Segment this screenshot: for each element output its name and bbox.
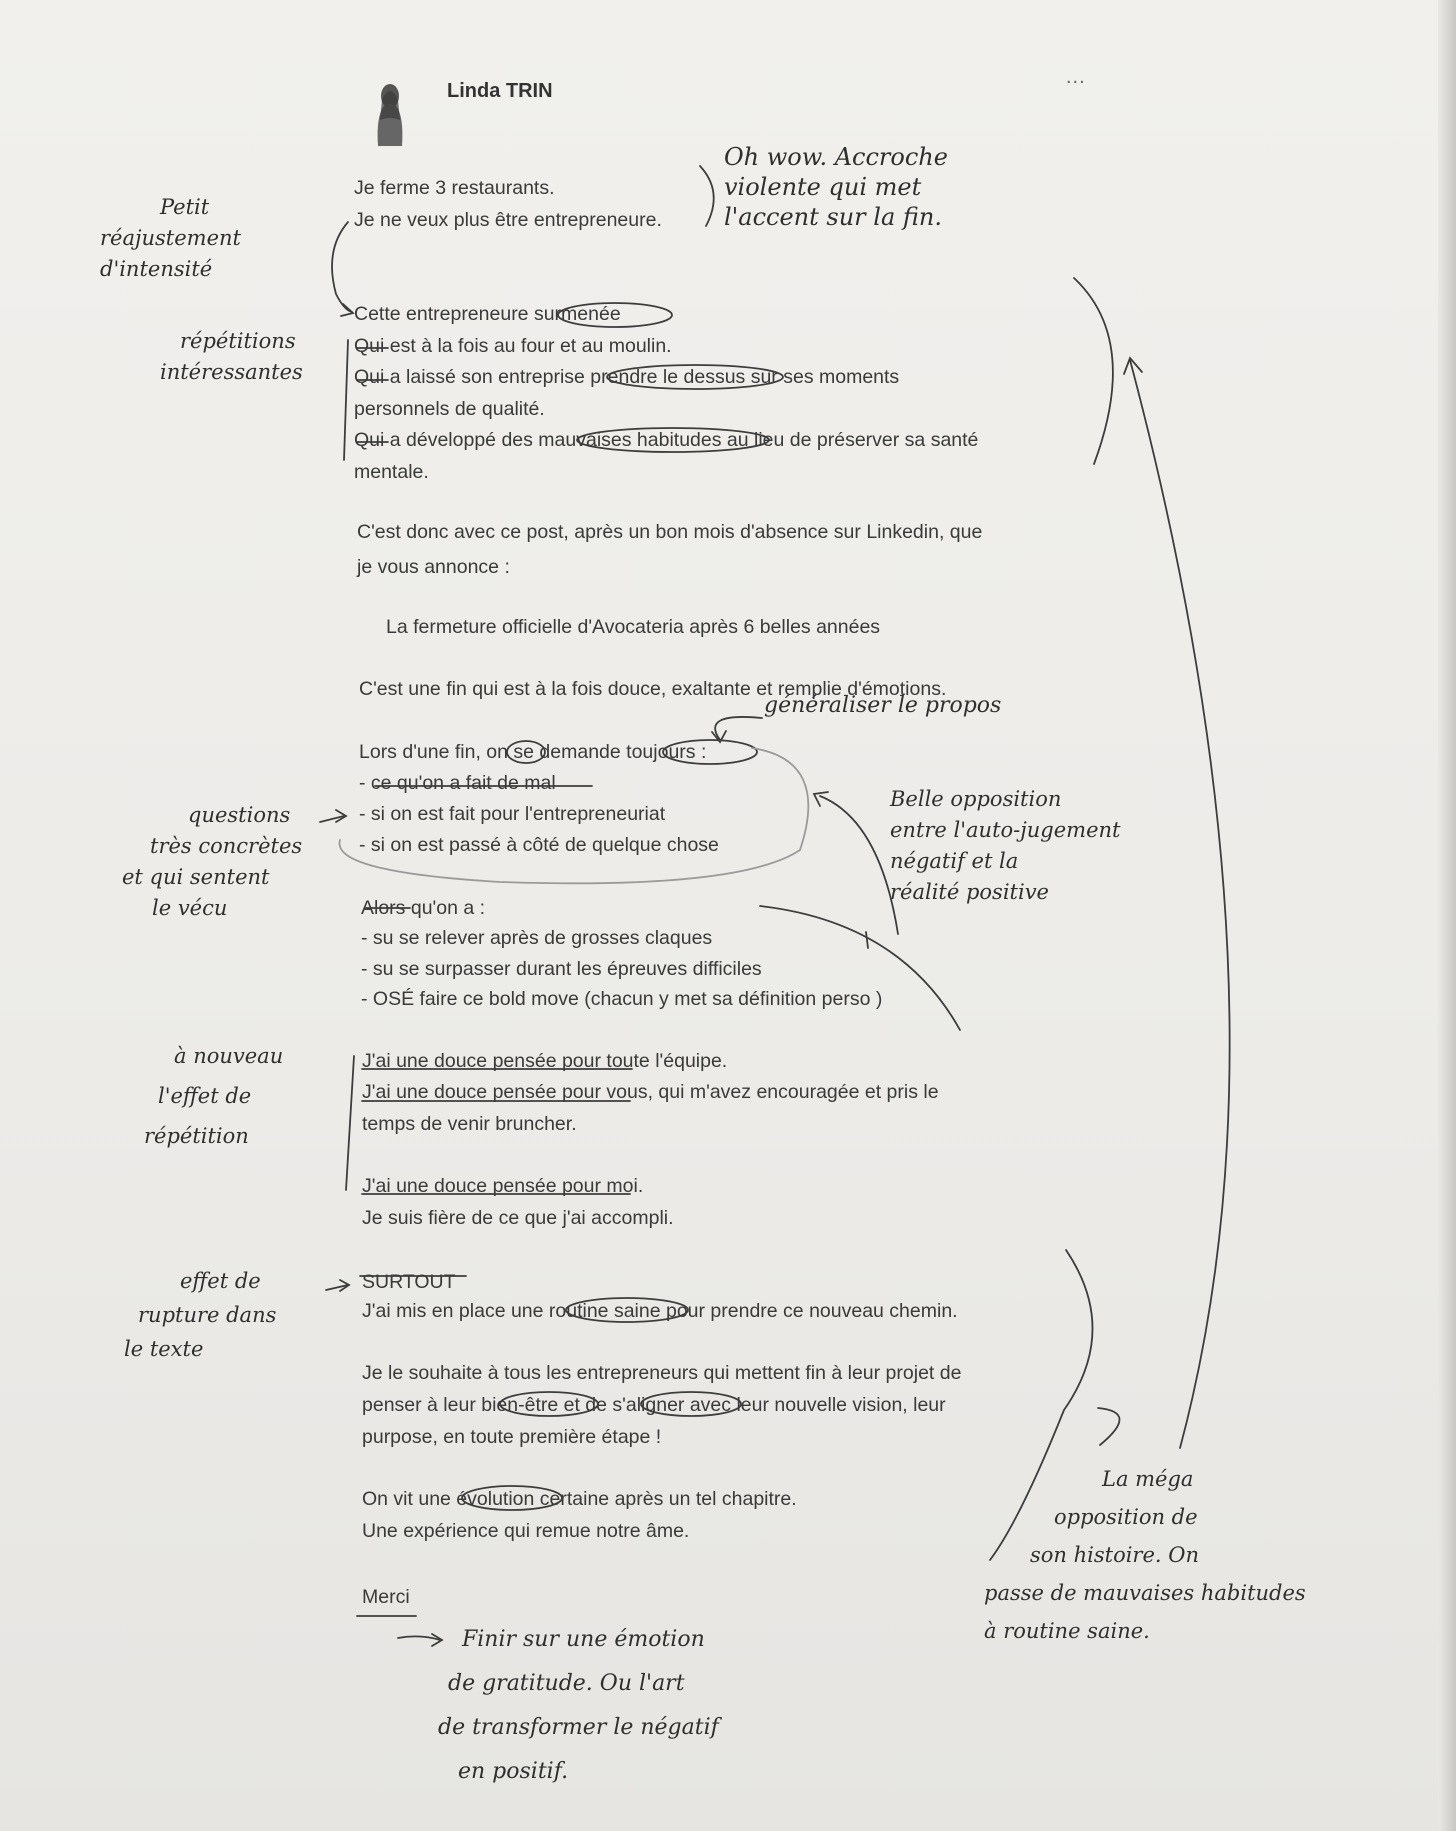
post-line: Qui a développé des mauvaises habitudes au lieu de préserver sa santé xyxy=(354,429,979,451)
annotation-rupture: effet de rupture dans le texte xyxy=(124,1269,277,1361)
post-line: Je suis fière de ce que j'ai accompli. xyxy=(362,1207,674,1229)
annotation-repeat-again: à nouveau l'effet de répétition xyxy=(144,1044,284,1148)
post-line: Qui est à la fois au four et au moulin. xyxy=(354,335,672,357)
annotation-ending: Finir sur une émotion de gratitude. Ou l'art de transformer le négatif en positif. xyxy=(438,1627,719,1784)
post-line: J'ai une douce pensée pour moi. xyxy=(362,1175,644,1197)
post-line: Je le souhaite à tous les entrepreneurs qui mettent fin à leur projet de xyxy=(362,1362,962,1384)
more-options-icon[interactable]: ... xyxy=(1066,66,1086,88)
post-line: Lors d'une fin, on se demande toujours : xyxy=(359,741,707,763)
post-line: - su se surpasser durant les épreuves difficiles xyxy=(361,958,762,980)
annotation-mega-opposition: La méga opposition de son histoire. On passe de mauvaises habitudes à routine saine. xyxy=(984,1467,1306,1643)
post-line: J'ai une douce pensée pour toute l'équipe. xyxy=(362,1050,728,1072)
annotation-generalize: généraliser le propos xyxy=(764,693,1002,718)
post-line: Je ferme 3 restaurants. xyxy=(354,177,555,199)
annotation-repetitions: répétitions intéressantes xyxy=(160,329,303,384)
post-line: Alors qu'on a : xyxy=(361,897,486,919)
post-line: Une expérience qui remue notre âme. xyxy=(362,1520,690,1542)
post-line: La fermeture officielle d'Avocateria après 6 belles années xyxy=(386,616,881,638)
annotation-hook: Oh wow. Accroche violente qui met l'accent sur la fin. xyxy=(724,143,948,231)
post-line: - ce qu'on a fait de mal xyxy=(359,772,556,794)
post-line: J'ai une douce pensée pour vous, qui m'avez encouragée et pris le xyxy=(362,1081,939,1103)
post-line: - su se relever après de grosses claques xyxy=(361,927,713,949)
post-line: J'ai mis en place une routine saine pour prendre ce nouveau chemin. xyxy=(362,1300,958,1322)
post-line: penser à leur bien-être et de s'aligner avec leur nouvelle vision, leur xyxy=(362,1394,946,1416)
post-line: Merci xyxy=(362,1586,410,1608)
post-line: je vous annonce : xyxy=(357,556,510,578)
post-line: - si on est passé à côté de quelque chose xyxy=(359,834,719,856)
post-line: purpose, en toute première étape ! xyxy=(362,1426,662,1448)
annotation-opposition: Belle opposition entre l'auto-jugement négatif et la réalité positive xyxy=(890,787,1121,904)
post-line: temps de venir bruncher. xyxy=(362,1113,577,1135)
post-line: C'est une fin qui est à la fois douce, exaltante et remplie d'émotions. xyxy=(359,678,947,700)
author-name: Linda TRIN xyxy=(447,80,553,102)
annotation-intensity: Petit réajustement d'intensité xyxy=(100,195,241,281)
author-avatar xyxy=(370,76,410,148)
annotation-questions: questions très concrètes et qui sentent le vécu xyxy=(122,803,303,920)
post-line: SURTOUT xyxy=(362,1271,456,1293)
post-line: - si on est fait pour l'entrepreneuriat xyxy=(359,803,666,825)
post-line: personnels de qualité. xyxy=(354,398,545,420)
post-line: On vit une évolution certaine après un tel chapitre. xyxy=(362,1488,797,1510)
post-line: - OSÉ faire ce bold move (chacun y met sa définition perso ) xyxy=(361,988,883,1010)
post-line: Qui a laissé son entreprise prendre le dessus sur ses moments xyxy=(354,366,900,388)
post-line: C'est donc avec ce post, après un bon mois d'absence sur Linkedin, que xyxy=(357,521,983,543)
post-line: Je ne veux plus être entrepreneure. xyxy=(354,209,662,231)
post-line: Cette entrepreneure surmenée xyxy=(354,303,621,325)
post-line: mentale. xyxy=(354,461,429,483)
